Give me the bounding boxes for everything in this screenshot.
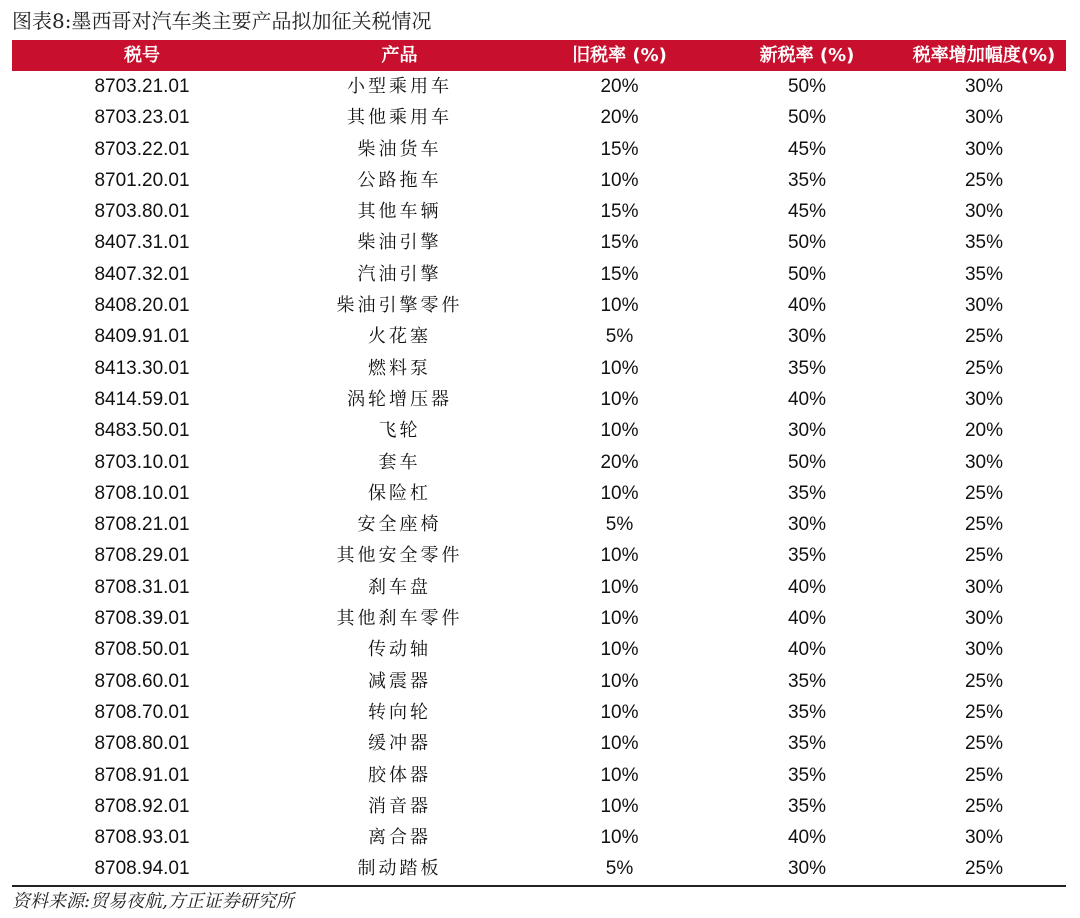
rate-increase-cell: 25% — [964, 545, 1004, 567]
tariff-code-cell: 8703.23.01 — [94, 107, 190, 129]
new-rate-cell: 40% — [787, 388, 827, 410]
column-header-tariff-code: 税号 — [124, 45, 160, 66]
rate-increase-cell: 25% — [964, 858, 1004, 880]
table-row — [12, 853, 1066, 884]
old-rate-cell: 10% — [600, 608, 639, 630]
new-rate-cell: 45% — [787, 138, 827, 160]
new-rate-cell: 35% — [787, 701, 827, 723]
tariff-code-cell: 8703.22.01 — [94, 138, 190, 160]
old-rate-cell: 5% — [605, 514, 634, 536]
product-cell: 转向轮 — [368, 701, 431, 723]
rate-increase-cell: 25% — [964, 357, 1004, 379]
tariff-code-cell: 8407.32.01 — [94, 263, 190, 285]
old-rate-cell: 15% — [600, 263, 639, 285]
tariff-code-cell: 8701.20.01 — [94, 169, 190, 191]
rate-increase-cell: 25% — [964, 514, 1004, 536]
product-cell: 柴油引擎零件 — [336, 295, 463, 317]
rate-increase-cell: 30% — [964, 639, 1004, 661]
table-row — [12, 478, 1066, 509]
table-row — [12, 102, 1066, 133]
old-rate-cell: 10% — [600, 639, 639, 661]
new-rate-cell: 35% — [787, 357, 827, 379]
old-rate-cell: 10% — [600, 420, 639, 442]
new-rate-cell: 30% — [787, 420, 827, 442]
tariff-code-cell: 8708.91.01 — [94, 764, 190, 786]
table-row — [12, 415, 1066, 446]
new-rate-cell: 40% — [787, 295, 827, 317]
tariff-code-cell: 8708.39.01 — [94, 608, 190, 630]
product-cell: 胶体器 — [368, 764, 431, 786]
product-cell: 其他乘用车 — [347, 107, 452, 129]
rate-increase-cell: 25% — [964, 733, 1004, 755]
old-rate-cell: 10% — [600, 576, 639, 598]
table-row — [12, 728, 1066, 759]
new-rate-cell: 30% — [787, 326, 827, 348]
rate-increase-cell: 35% — [964, 232, 1004, 254]
tariff-code-cell: 8703.10.01 — [94, 451, 190, 473]
table-row — [12, 71, 1066, 102]
rate-increase-cell: 20% — [964, 420, 1004, 442]
old-rate-cell: 10% — [600, 295, 639, 317]
column-header-new-rate: 新税率 (%) — [759, 45, 855, 66]
new-rate-cell: 45% — [787, 201, 827, 223]
old-rate-cell: 15% — [600, 138, 639, 160]
table-row — [12, 134, 1066, 165]
table-row — [12, 697, 1066, 728]
rate-increase-cell: 30% — [964, 827, 1004, 849]
table-row — [12, 603, 1066, 634]
figure-title: 图表8:墨西哥对汽车类主要产品拟加征关税情况 — [12, 9, 432, 33]
product-cell: 缓冲器 — [368, 733, 431, 755]
old-rate-cell: 10% — [600, 701, 639, 723]
table-row — [12, 572, 1066, 603]
product-cell: 保险杠 — [368, 482, 431, 504]
table-row — [12, 822, 1066, 853]
table-row — [12, 666, 1066, 697]
product-cell: 柴油货车 — [357, 138, 442, 160]
product-cell: 燃料泵 — [368, 357, 431, 379]
product-cell: 消音器 — [368, 795, 431, 817]
rate-increase-cell: 30% — [964, 388, 1004, 410]
old-rate-cell: 10% — [600, 827, 639, 849]
rate-increase-cell: 30% — [964, 451, 1004, 473]
table-row — [12, 384, 1066, 415]
tariff-code-cell: 8708.93.01 — [94, 827, 190, 849]
rate-increase-cell: 25% — [964, 795, 1004, 817]
tariff-code-cell: 8414.59.01 — [94, 388, 190, 410]
product-cell: 柴油引擎 — [357, 232, 442, 254]
rate-increase-cell: 30% — [964, 295, 1004, 317]
tariff-code-cell: 8408.20.01 — [94, 295, 190, 317]
rate-increase-cell: 30% — [964, 576, 1004, 598]
old-rate-cell: 10% — [600, 357, 639, 379]
product-cell: 安全座椅 — [357, 514, 442, 536]
column-header-rate-increase: 税率增加幅度(%) — [912, 45, 1056, 66]
table-row — [12, 634, 1066, 665]
rate-increase-cell: 30% — [964, 608, 1004, 630]
tariff-code-cell: 8708.80.01 — [94, 733, 190, 755]
new-rate-cell: 40% — [787, 608, 827, 630]
new-rate-cell: 35% — [787, 169, 827, 191]
rate-increase-cell: 35% — [964, 263, 1004, 285]
product-cell: 火花塞 — [368, 326, 431, 348]
new-rate-cell: 35% — [787, 545, 827, 567]
old-rate-cell: 10% — [600, 388, 639, 410]
table-row — [12, 259, 1066, 290]
tariff-code-cell: 8407.31.01 — [94, 232, 190, 254]
rate-increase-cell: 30% — [964, 201, 1004, 223]
table-row — [12, 227, 1066, 258]
product-cell: 小型乘用车 — [347, 76, 452, 97]
rate-increase-cell: 25% — [964, 482, 1004, 504]
product-cell: 其他车辆 — [357, 201, 442, 223]
rate-increase-cell: 25% — [964, 169, 1004, 191]
product-cell: 离合器 — [368, 827, 431, 849]
new-rate-cell: 50% — [787, 263, 827, 285]
tariff-code-cell: 8708.60.01 — [94, 670, 190, 692]
product-cell: 制动踏板 — [357, 858, 442, 880]
tariff-code-cell: 8708.50.01 — [94, 639, 190, 661]
new-rate-cell: 35% — [787, 795, 827, 817]
table-row — [12, 196, 1066, 227]
new-rate-cell: 35% — [787, 670, 827, 692]
table-row — [12, 290, 1066, 321]
old-rate-cell: 10% — [600, 482, 639, 504]
rate-increase-cell: 30% — [964, 138, 1004, 160]
old-rate-cell: 10% — [600, 733, 639, 755]
old-rate-cell: 10% — [600, 670, 639, 692]
tariff-code-cell: 8413.30.01 — [94, 357, 190, 379]
new-rate-cell: 40% — [787, 576, 827, 598]
product-cell: 其他安全零件 — [336, 545, 463, 567]
product-cell: 刹车盘 — [368, 576, 431, 598]
tariff-code-cell: 8708.92.01 — [94, 795, 190, 817]
old-rate-cell: 10% — [600, 545, 639, 567]
rate-increase-cell: 25% — [964, 764, 1004, 786]
tariff-code-cell: 8703.21.01 — [94, 76, 190, 97]
new-rate-cell: 50% — [787, 76, 827, 97]
table-body — [12, 71, 1066, 885]
old-rate-cell: 20% — [600, 107, 639, 129]
rate-increase-cell: 30% — [964, 76, 1004, 97]
product-cell: 涡轮增压器 — [347, 388, 452, 410]
new-rate-cell: 35% — [787, 733, 827, 755]
new-rate-cell: 50% — [787, 232, 827, 254]
table-row — [12, 509, 1066, 540]
old-rate-cell: 5% — [605, 326, 634, 348]
source-note: 资料来源:贸易夜航,方正证券研究所 — [12, 891, 294, 912]
table-row — [12, 447, 1066, 478]
table-row — [12, 540, 1066, 571]
tariff-table — [12, 40, 1066, 885]
rate-increase-cell: 25% — [964, 670, 1004, 692]
new-rate-cell: 50% — [787, 107, 827, 129]
product-cell: 其他刹车零件 — [336, 608, 463, 630]
tariff-code-cell: 8708.94.01 — [94, 858, 190, 880]
product-cell: 套车 — [378, 451, 421, 473]
rate-increase-cell: 25% — [964, 701, 1004, 723]
rate-increase-cell: 25% — [964, 326, 1004, 348]
column-header-old-rate: 旧税率 (%) — [572, 45, 667, 66]
old-rate-cell: 10% — [600, 169, 639, 191]
table-row — [12, 321, 1066, 352]
tariff-code-cell: 8708.31.01 — [94, 576, 190, 598]
new-rate-cell: 30% — [787, 858, 827, 880]
product-cell: 汽油引擎 — [357, 263, 442, 285]
tariff-code-cell: 8483.50.01 — [94, 420, 190, 442]
rate-increase-cell: 30% — [964, 107, 1004, 129]
table-row — [12, 791, 1066, 822]
new-rate-cell: 50% — [787, 451, 827, 473]
product-cell: 公路拖车 — [357, 169, 442, 191]
old-rate-cell: 5% — [605, 858, 634, 880]
old-rate-cell: 10% — [600, 795, 639, 817]
new-rate-cell: 35% — [787, 482, 827, 504]
old-rate-cell: 20% — [600, 76, 639, 97]
product-cell: 飞轮 — [378, 420, 421, 442]
new-rate-cell: 35% — [787, 764, 827, 786]
tariff-code-cell: 8708.70.01 — [94, 701, 190, 723]
table-row — [12, 760, 1066, 791]
table-header-row — [12, 40, 1066, 71]
old-rate-cell: 15% — [600, 201, 639, 223]
tariff-code-cell: 8708.10.01 — [94, 482, 190, 504]
table-row — [12, 353, 1066, 384]
column-header-product: 产品 — [381, 45, 418, 66]
product-cell: 传动轴 — [368, 639, 431, 661]
old-rate-cell: 10% — [600, 764, 639, 786]
product-cell: 减震器 — [368, 670, 431, 692]
new-rate-cell: 40% — [787, 639, 827, 661]
old-rate-cell: 15% — [600, 232, 639, 254]
table-row — [12, 165, 1066, 196]
tariff-code-cell: 8708.21.01 — [94, 514, 190, 536]
tariff-code-cell: 8703.80.01 — [94, 201, 190, 223]
new-rate-cell: 30% — [787, 514, 827, 536]
old-rate-cell: 20% — [600, 451, 639, 473]
bottom-divider — [12, 885, 1066, 887]
new-rate-cell: 40% — [787, 827, 827, 849]
tariff-code-cell: 8409.91.01 — [94, 326, 190, 348]
tariff-code-cell: 8708.29.01 — [94, 545, 190, 567]
